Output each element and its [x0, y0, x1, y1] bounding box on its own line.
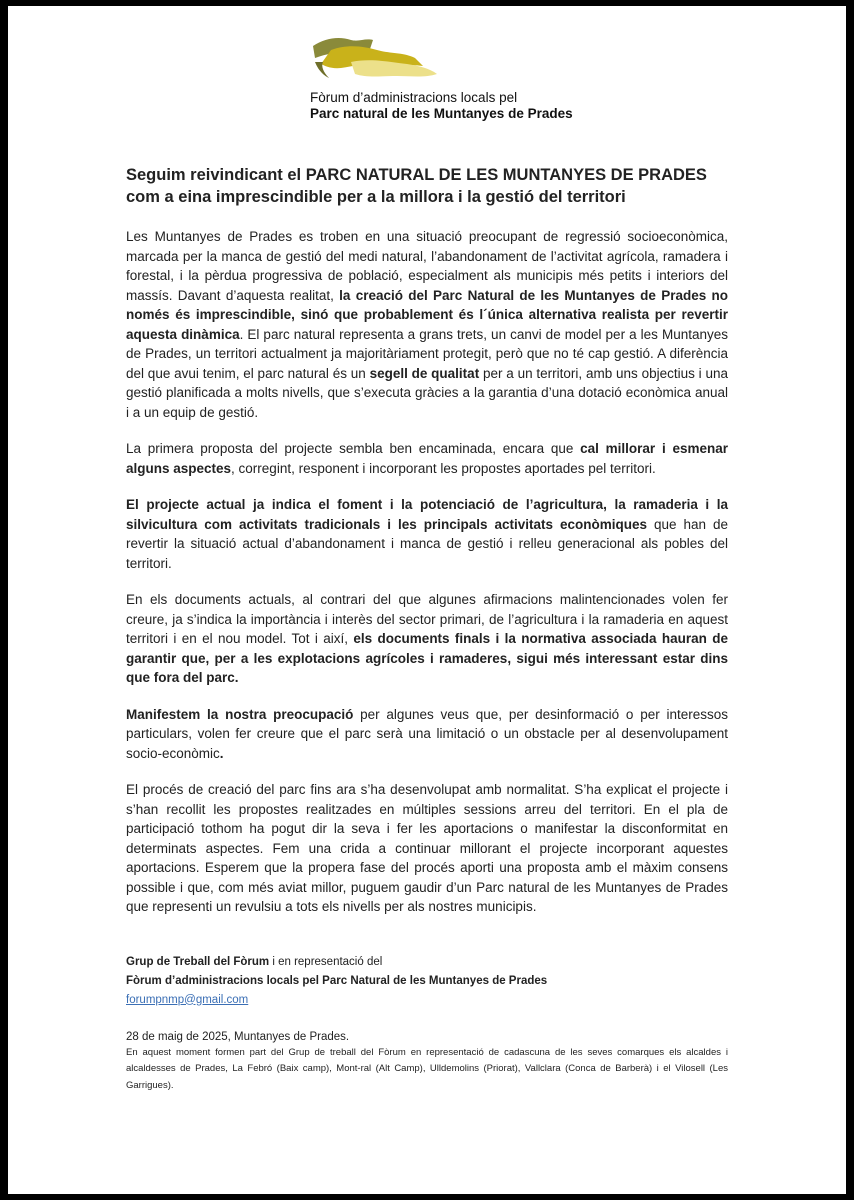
footnote: En aquest moment formen part del Grup de treball del Fòrum en representació de cadascuna de les seves comarques els alcaldes i alcaldesses de Prades, La Febró (Baix camp), Mont-ral (Alt Camp), Ulldemolins (Priorat), Vallclara (Conca de Barberà) i el Vilosell (Les Garrigues). — [126, 1046, 728, 1091]
paragraph-4: En els documents actuals, al contrari del que algunes afirmacions malintencionades volen fer creure, ja s’indica la importància i interès del sector primari, de l’agricultura i la ramaderia en aquest territori i en el nou model. Tot i així, els documents finals i la normativa associada hauran de garantir que, per a les explotacions agrícoles i ramaderes, sigui més interessant estar dins que fora del parc. — [126, 592, 728, 685]
logo-text-line2: Parc natural de les Muntanyes de Prades — [310, 106, 573, 121]
email-link[interactable]: forumpnmp@gmail.com — [126, 993, 249, 1006]
paragraph-6: El procés de creació del parc fins ara s’ha desenvolupat amb normalitat. S’ha explicat el projecte i s’han recollit les propostes realitzades en múltiples sessions arreu del territori. En el pla de participació tothom ha pogut dir la seva i fer les aportacions o manifestar la disconformitat en determinats aspectes. Fem una crida a continuar millorant el projecte incorporant aquestes aportacions. Esperem que la propera fase del procés aporti una proposta amb el màxim consens possible i que, com més aviat millor, puguem gaudir d’un Parc natural de les Muntanyes de Prades que representi un revulsiu a tots els nivells per als nostres municipis. — [126, 782, 728, 914]
document-title: Seguim reivindicant el PARC NATURAL DE LES MUNTANYES DE PRADES com a eina imprescindible per a la millora i la gestió del territori — [126, 166, 707, 206]
document-body — [126, 164, 728, 1094]
document-page — [8, 6, 846, 1194]
signature-group: Grup de Treball del Fòrum i en representació del — [126, 955, 383, 968]
logo-text-line1: Fòrum d’administracions locals pel — [310, 90, 518, 105]
signature-block — [126, 953, 728, 1010]
forum-logo — [303, 32, 573, 122]
paragraph-1: Les Muntanyes de Prades es troben en una situació preocupant de regressió socioeconòmica, marcada per la manca de gestió del medi natural, l’abandonament de l’activitat agrícola, ramadera i forestal, i la pèrdua progressiva de població, especialment als municipis més petits i interiors del massís. Davant d’aquesta realitat, la creació del Parc Natural de les Muntanyes de Prades no només és imprescindible, sinó que probablement és l´única alternativa realista per revertir aquesta dinàmica. El parc natural representa a grans trets, un canvi de model per a les Muntanyes de Prades, un territori actualment ja majoritàriament protegit, però que no té cap gestió. A diferència del que avui tenim, el parc natural és un segell de qualitat per a un territori, amb uns objectius i una gestió planificada a molts nivells, que s’executa gràcies a la garantia d’una dotació econòmica anual i a un equip de gestió. — [126, 229, 728, 420]
paragraph-3: El projecte actual ja indica el foment i la potenciació de l’agricultura, la ramaderia i la silvicultura com activitats tradicionals i les principals activitats econòmiques que han de revertir la situació actual d’abandonament i manca de gestió i relleu generacional als pobles del territori. — [126, 497, 728, 571]
document-date: 28 de maig de 2025, Muntanyes de Prades. — [126, 1030, 350, 1043]
paragraph-2: La primera proposta del projecte sembla ben encaminada, encara que cal millorar i esmenar alguns aspectes, corregint, responent i incorporant les propostes aportades pel territori. — [126, 441, 729, 476]
signature-org: Fòrum d’administracions locals pel Parc Natural de les Muntanyes de Prades — [126, 974, 548, 987]
paragraph-5: Manifestem la nostra preocupació per algunes veus que, per desinformació o per interessos particulars, volen fer creure que el parc serà una limitació o un obstacle per al desenvolupament socio-econòmic. — [126, 706, 728, 761]
mountains-logo-icon — [311, 32, 441, 90]
